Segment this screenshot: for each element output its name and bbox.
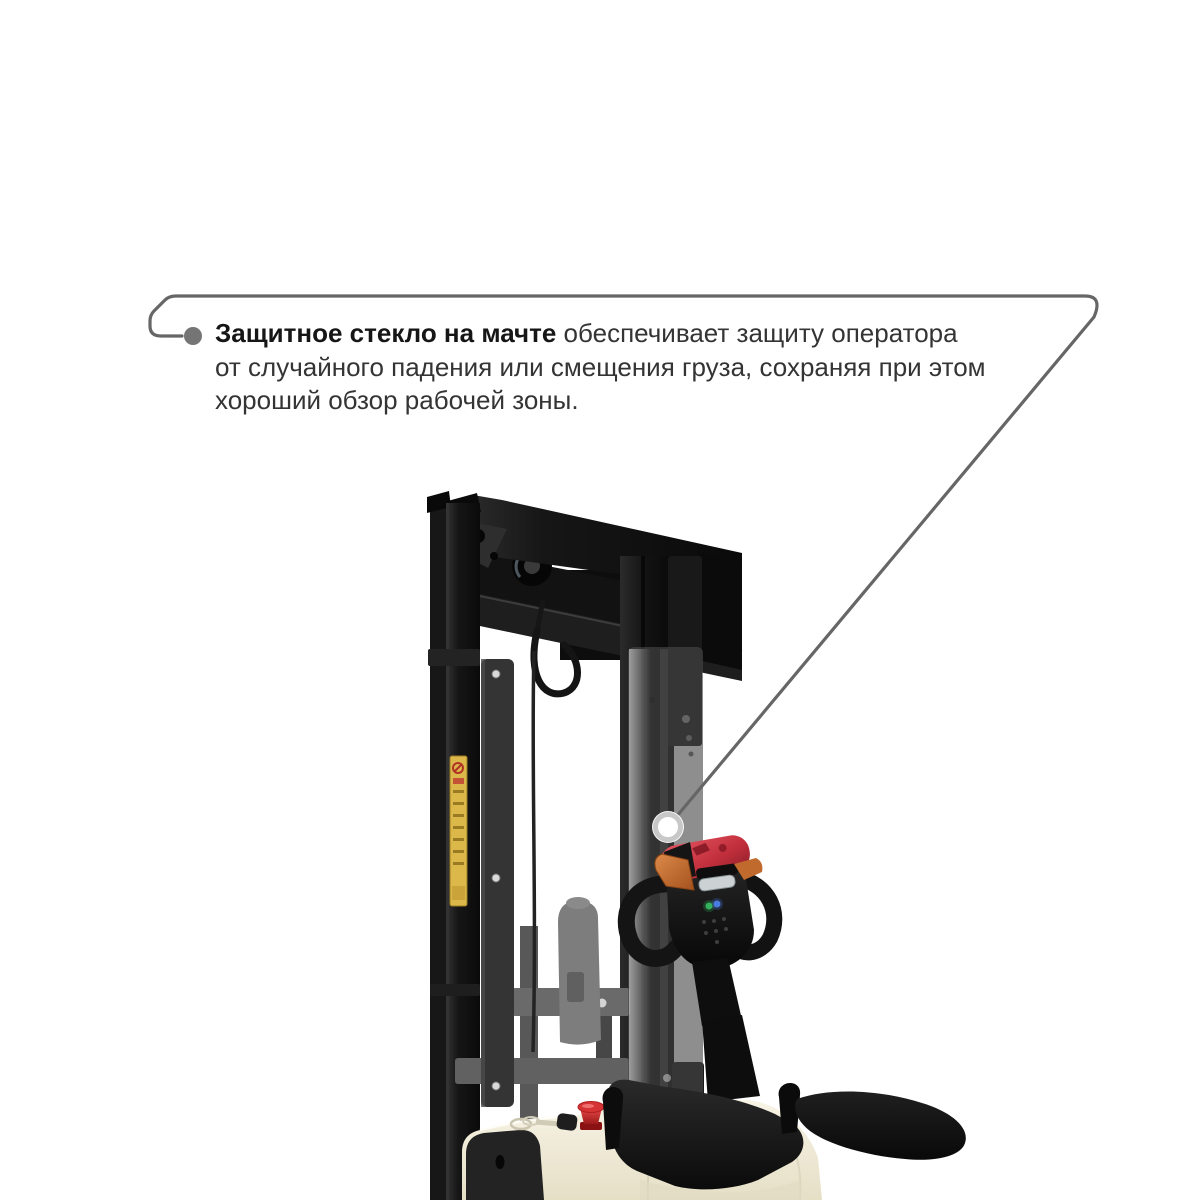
marker-point-icon [656, 815, 681, 840]
annotation-bold-text: Защитное стекло на мачте [215, 318, 557, 348]
annotation-text: обеспечивает защиту оператора [556, 318, 958, 348]
side-arm [795, 1091, 966, 1159]
protective-glass-left [481, 659, 514, 1107]
mast-left-rail [427, 491, 480, 1200]
callout-bullet-icon [184, 327, 202, 345]
annotation-callout-text [215, 317, 1045, 418]
annotation-line [215, 317, 1045, 351]
annotation-line [215, 384, 1045, 418]
warning-label [450, 756, 467, 906]
lift-cable [533, 651, 534, 1052]
annotation-text: от случайного падения или смещения груза, сохраняя при этом [215, 351, 986, 382]
carriage-bracket [558, 897, 601, 1045]
annotation-text: хороший обзор рабочей зоны. [215, 385, 579, 415]
beam-right-block [698, 552, 742, 670]
chassis-side-panel [466, 1130, 544, 1200]
annotation-line [215, 351, 1045, 385]
